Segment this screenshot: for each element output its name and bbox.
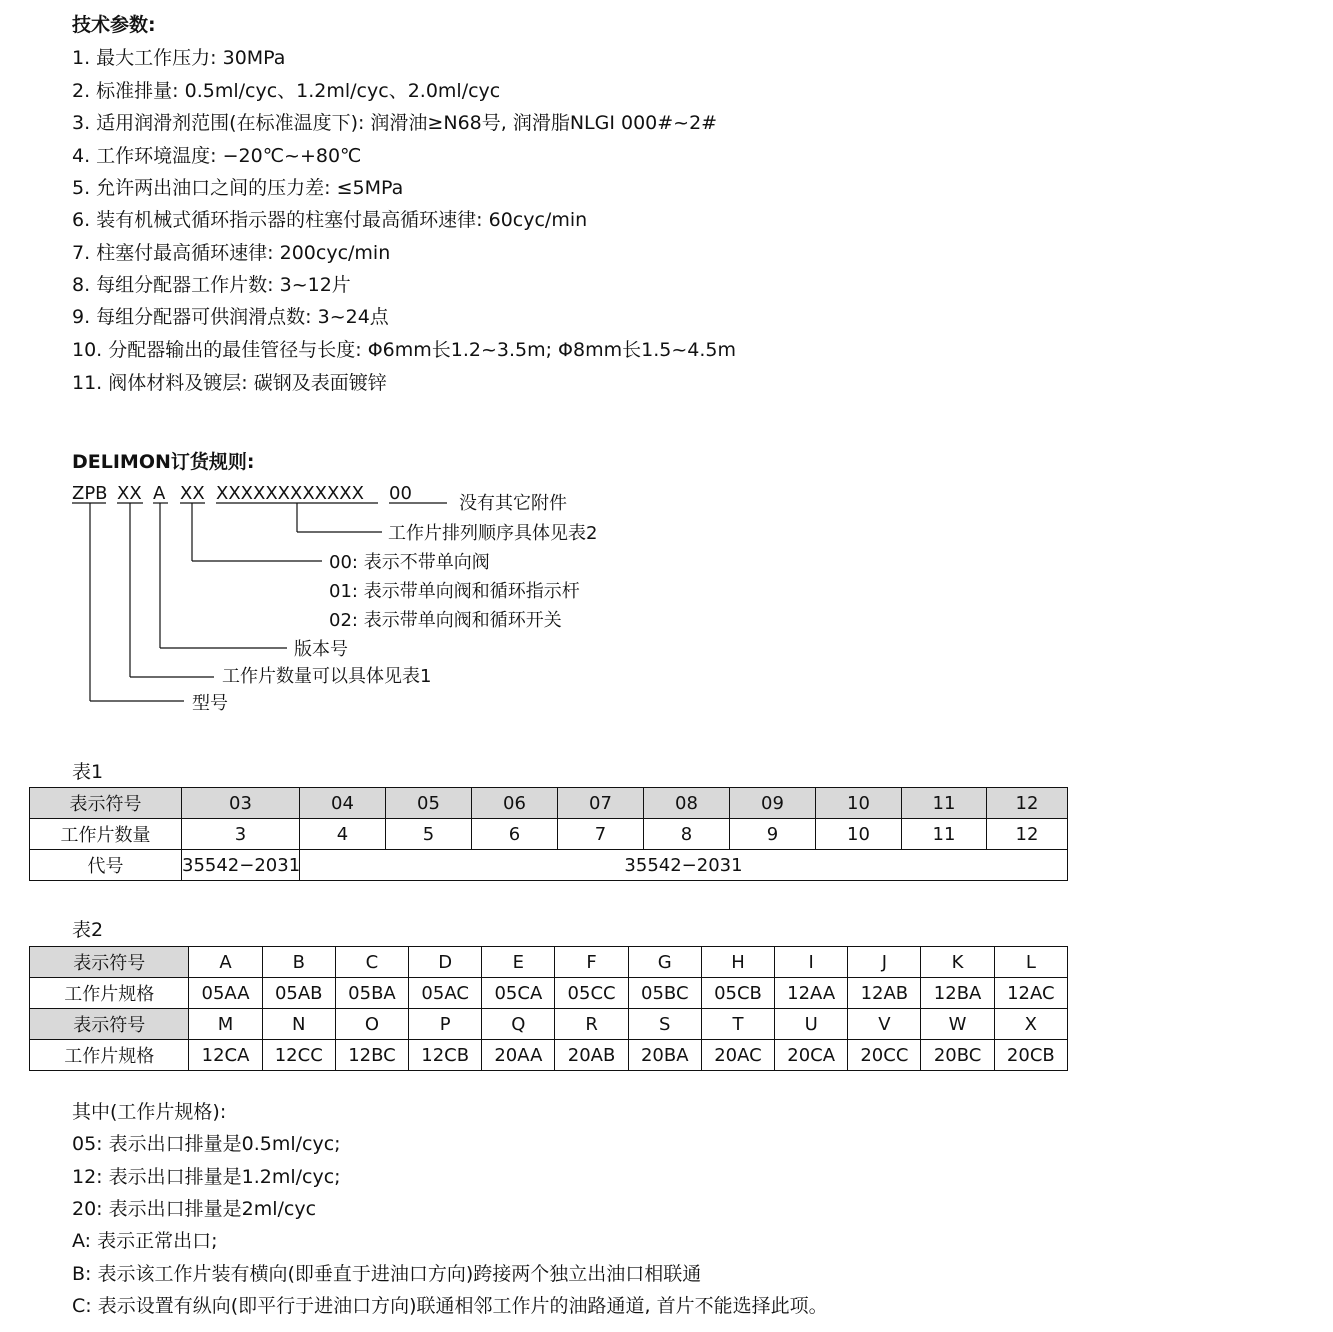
table-cell: 12 [987, 788, 1068, 819]
table-cell: 表示符号 [30, 788, 182, 819]
table-cell: 12AA [775, 978, 848, 1009]
table-cell: 04 [300, 788, 386, 819]
table1-row-count [30, 819, 1068, 850]
table-cell: 7 [558, 819, 644, 850]
table-cell: 20BA [628, 1040, 701, 1071]
table-cell: 12CA [189, 1040, 262, 1071]
table1 [29, 787, 1068, 881]
table-cell: 09 [730, 788, 816, 819]
table-cell: 05 [386, 788, 472, 819]
table2-row-spec-2 [30, 1040, 1068, 1071]
note-item: A: 表示正常出口; [72, 1230, 218, 1252]
code-a: A [153, 483, 166, 504]
label-sequence: 工作片排列顺序具体见表2 [388, 523, 598, 544]
note-item: 12: 表示出口排量是1.2ml/cyc; [72, 1166, 341, 1188]
table-cell: Q [482, 1009, 555, 1040]
label-opt-01: 01: 表示带单向阀和循环指示杆 [329, 581, 580, 602]
table-cell: 表示符号 [30, 947, 189, 978]
table-cell: 11 [902, 788, 987, 819]
tech-item-8: 8. 每组分配器工作片数: 3~12片 [72, 274, 351, 296]
table-cell: 20CC [848, 1040, 921, 1071]
label-opt-02: 02: 表示带单向阀和循环开关 [329, 610, 562, 631]
code-xx-2: XX [180, 483, 205, 504]
table-cell: 08 [644, 788, 730, 819]
table-cell: 代号 [30, 850, 182, 881]
table-cell: 表示符号 [30, 1009, 189, 1040]
table-cell: 05CA [482, 978, 555, 1009]
table2-row-symbol-2 [30, 1009, 1068, 1040]
table-cell: 6 [472, 819, 558, 850]
table-cell: 20BC [921, 1040, 994, 1071]
label-opt-00: 00: 表示不带单向阀 [329, 552, 490, 573]
note-item: 05: 表示出口排量是0.5ml/cyc; [72, 1133, 341, 1155]
tech-heading: 技术参数: [72, 14, 156, 36]
table-cell: 05CC [555, 978, 628, 1009]
table-cell: S [628, 1009, 701, 1040]
tech-item-2: 2. 标准排量: 0.5ml/cyc、1.2ml/cyc、2.0ml/cyc [72, 80, 501, 102]
table-cell: H [701, 947, 774, 978]
table-cell: L [994, 947, 1067, 978]
table-cell: 10 [816, 788, 902, 819]
table-cell: K [921, 947, 994, 978]
table-cell: J [848, 947, 921, 978]
table-cell: 8 [644, 819, 730, 850]
table-cell: 工作片规格 [30, 1040, 189, 1071]
table-cell: 20AB [555, 1040, 628, 1071]
table-cell: 20AA [482, 1040, 555, 1071]
table-cell: 20CA [775, 1040, 848, 1071]
table-cell: 12 [987, 819, 1068, 850]
code-zpb: ZPB [72, 483, 108, 504]
table-cell: 工作片数量 [30, 819, 182, 850]
table-cell: W [921, 1009, 994, 1040]
table-cell: P [409, 1009, 482, 1040]
table-cell: 05AA [189, 978, 262, 1009]
table-cell: E [482, 947, 555, 978]
table-cell: R [555, 1009, 628, 1040]
code-xlong: XXXXXXXXXXXX [216, 483, 364, 504]
table-cell: B [262, 947, 335, 978]
table-cell: 工作片规格 [30, 978, 189, 1009]
table-cell: D [409, 947, 482, 978]
table1-row-code [30, 850, 1068, 881]
table-cell: 05AB [262, 978, 335, 1009]
table-cell: 3 [182, 819, 300, 850]
table-cell: F [555, 947, 628, 978]
table-cell: 05BC [628, 978, 701, 1009]
tech-item-7: 7. 柱塞付最高循环速律: 200cyc/min [72, 242, 391, 264]
note-item: 其中(工作片规格): [72, 1101, 227, 1123]
table-cell: U [775, 1009, 848, 1040]
table-cell: I [775, 947, 848, 978]
table-cell: 12BC [335, 1040, 408, 1071]
table-cell: G [628, 947, 701, 978]
table-cell: 12AC [994, 978, 1067, 1009]
table-cell: 20CB [994, 1040, 1067, 1071]
table-cell: 05BA [335, 978, 408, 1009]
label-no-accessory: 没有其它附件 [459, 493, 567, 514]
table-cell: 05CB [701, 978, 774, 1009]
table2 [29, 946, 1068, 1071]
table-cell: M [189, 1009, 262, 1040]
table-cell: 05AC [409, 978, 482, 1009]
table1-caption: 表1 [72, 761, 104, 783]
table2-caption: 表2 [72, 919, 104, 941]
code-00: 00 [389, 483, 412, 504]
tech-item-4: 4. 工作环境温度: −20℃~+80℃ [72, 145, 362, 167]
table-cell: 35542−2031 [182, 850, 300, 881]
label-version: 版本号 [294, 639, 348, 660]
tech-item-9: 9. 每组分配器可供润滑点数: 3~24点 [72, 306, 389, 328]
table-cell: 4 [300, 819, 386, 850]
table-cell: T [701, 1009, 774, 1040]
table-cell: 35542−2031 [300, 850, 1068, 881]
table-cell: C [335, 947, 408, 978]
order-heading: DELIMON订货规则: [72, 451, 255, 473]
label-count: 工作片数量可以具体见表1 [222, 666, 432, 687]
table-cell: 10 [816, 819, 902, 850]
code-xx-1: XX [117, 483, 142, 504]
table-cell: 07 [558, 788, 644, 819]
table-cell: 03 [182, 788, 300, 819]
table-cell: 06 [472, 788, 558, 819]
table-cell: X [994, 1009, 1067, 1040]
label-model: 型号 [192, 693, 228, 714]
table-cell: 20AC [701, 1040, 774, 1071]
note-item: C: 表示设置有纵向(即平行于进油口方向)联通相邻工作片的油路通道, 首片不能选择此项。 [72, 1295, 828, 1317]
table-cell: 5 [386, 819, 472, 850]
table-cell: A [189, 947, 262, 978]
table-cell: O [335, 1009, 408, 1040]
table-cell: 9 [730, 819, 816, 850]
tech-item-5: 5. 允许两出油口之间的压力差: ≤5MPa [72, 177, 404, 199]
table-cell: 12AB [848, 978, 921, 1009]
table1-row-symbol [30, 788, 1068, 819]
tech-item-11: 11. 阀体材料及镀层: 碳钢及表面镀锌 [72, 372, 387, 394]
tech-item-10: 10. 分配器输出的最佳管径与长度: Φ6mm长1.2~3.5m; Φ8mm长1.5~4.5m [72, 339, 736, 361]
table-cell: V [848, 1009, 921, 1040]
note-item: B: 表示该工作片装有横向(即垂直于进油口方向)跨接两个独立出油口相联通 [72, 1263, 702, 1285]
table-cell: 12CC [262, 1040, 335, 1071]
note-item: 20: 表示出口排量是2ml/cyc [72, 1198, 317, 1220]
tech-item-1: 1. 最大工作压力: 30MPa [72, 47, 286, 69]
table-cell: 11 [902, 819, 987, 850]
table-cell: 12CB [409, 1040, 482, 1071]
table2-row-symbol-1 [30, 947, 1068, 978]
table-cell: 12BA [921, 978, 994, 1009]
table2-row-spec-1 [30, 978, 1068, 1009]
tech-item-6: 6. 装有机械式循环指示器的柱塞付最高循环速律: 60cyc/min [72, 209, 588, 231]
table-cell: N [262, 1009, 335, 1040]
tech-item-3: 3. 适用润滑剂范围(在标准温度下): 润滑油≥N68号, 润滑脂NLGI 000#~2# [72, 112, 718, 134]
